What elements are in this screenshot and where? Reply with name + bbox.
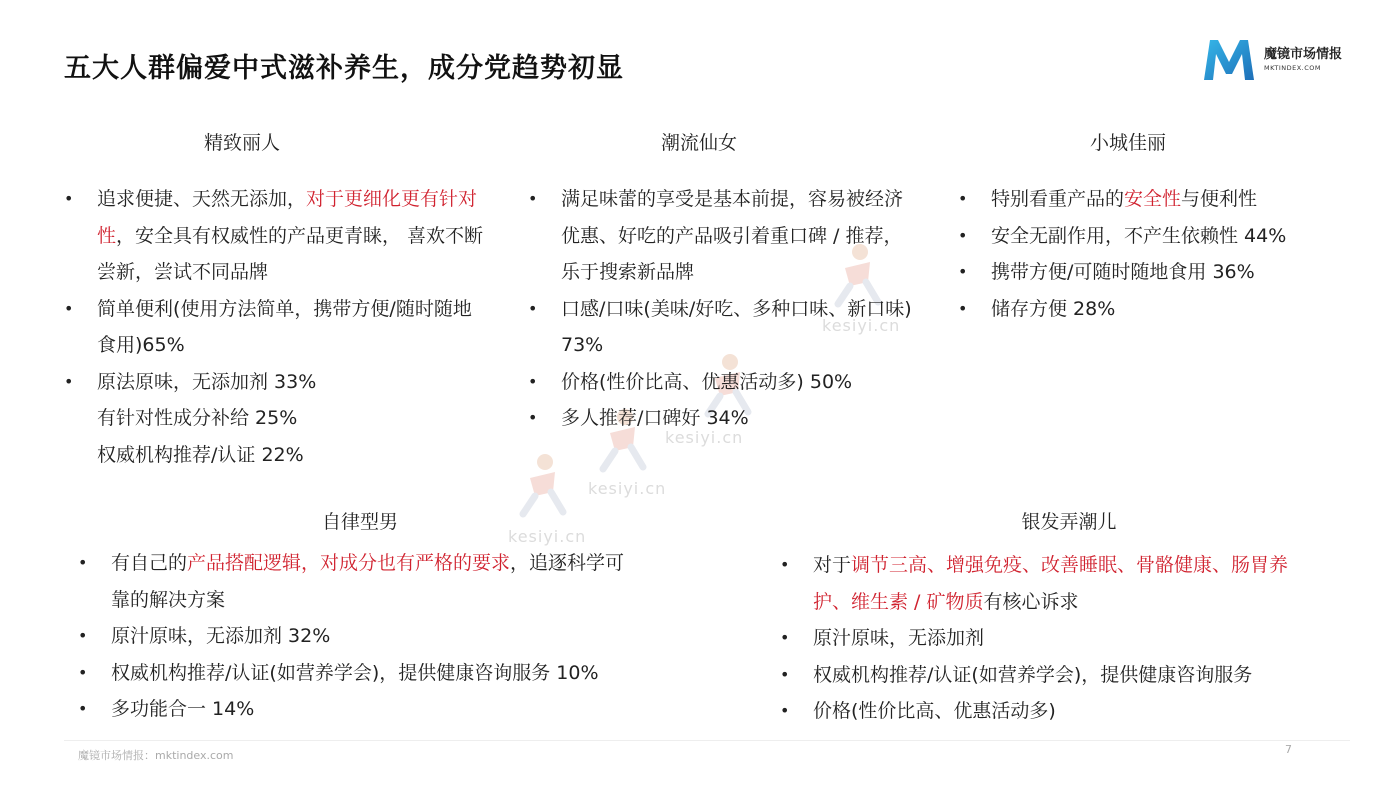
list-item: • 携带方便/可随时随地食用 36% xyxy=(958,254,1358,291)
list-subitem: 权威机构推荐/认证 22% xyxy=(97,443,304,466)
list-item: • 原汁原味，无添加剂 xyxy=(780,620,1310,657)
footer-divider xyxy=(64,740,1350,741)
logo-m-icon xyxy=(1200,36,1258,84)
list-item: • 满足味蕾的享受是基本前提，容易被经济优惠、好吃的产品吸引着重口碑 / 推荐，乐于搜索新品牌 xyxy=(528,181,913,291)
watermark-runner-icon xyxy=(505,450,575,520)
page-number: 7 xyxy=(1285,743,1292,756)
group-list-zilv-xingnan xyxy=(78,545,638,728)
group-heading-xiaocheng-jiali: 小城佳丽 xyxy=(1089,132,1167,154)
list-item: • 价格(性价比高、优惠活动多) 50% xyxy=(528,364,913,401)
list-item: • 追求便捷、天然无添加，对于更细化更有针对性，安全具有权威性的产品更青睐， 喜欢不断尝新，尝试不同品牌 xyxy=(64,181,484,291)
group-heading-jingzhi-liren: 精致丽人 xyxy=(203,132,281,154)
list-item: • 权威机构推荐/认证(如营养学会)，提供健康咨询服务 xyxy=(780,657,1310,694)
list-item: • 储存方便 28% xyxy=(958,291,1358,328)
watermark-text: kesiyi.cn xyxy=(822,316,901,335)
list-item: • 有自己的产品搭配逻辑，对成分也有严格的要求，追逐科学可靠的解决方案 xyxy=(78,545,638,618)
watermark-text: kesiyi.cn xyxy=(665,428,744,447)
list-item: • 原法原味，无添加剂 33% xyxy=(64,364,484,401)
logo-name: 魔镜市场情报 xyxy=(1264,47,1343,62)
list-item: • 特别看重产品的安全性与便利性 xyxy=(958,181,1358,218)
group-list-chaoliu-xiannv xyxy=(528,181,913,437)
list-subitem: 有针对性成分补给 25% xyxy=(97,407,298,429)
list-item: • 安全无副作用，不产生依赖性 44% xyxy=(958,218,1358,255)
list-item: • 权威机构推荐/认证(如营养学会)，提供健康咨询服务 10% xyxy=(78,655,638,692)
brand-logo xyxy=(1200,36,1370,84)
list-item: • 多人推荐/口碑好 34% xyxy=(528,400,913,437)
group-list-jingzhi-liren xyxy=(64,181,484,473)
watermark-text: kesiyi.cn xyxy=(508,527,587,546)
footer-source: 魔镜市场情报：mktindex.com xyxy=(78,749,234,762)
list-item: • 对于调节三高、增强免疫、改善睡眠、骨骼健康、肠胃养护、维生素 / 矿物质有核心诉求 xyxy=(780,547,1310,620)
highlight-text: 调节三高、增强免疫、改善睡眠、骨骼健康、肠胃养护、维生素 / 矿物质 xyxy=(813,554,1289,613)
list-item: • 简单便利(使用方法简单，携带方便/随时随地食用)65% xyxy=(64,291,484,364)
highlight-text: 安全性 xyxy=(1124,188,1182,210)
group-heading-yinfa-nongchaoer: 银发弄潮儿 xyxy=(1021,511,1117,533)
group-list-yinfa-nongchaoer xyxy=(780,547,1310,730)
highlight-text: 产品搭配逻辑，对成分也有严格的要求 xyxy=(187,552,511,574)
list-item: • 多功能合一 14% xyxy=(78,691,638,728)
watermark-text: kesiyi.cn xyxy=(588,479,667,498)
list-item: • 价格(性价比高、优惠活动多) xyxy=(780,693,1310,730)
group-heading-chaoliu-xiannv: 潮流仙女 xyxy=(660,132,738,154)
list-item: • 口感/口味(美味/好吃、多种口味、新口味) 73% xyxy=(528,291,913,364)
highlight-text: 对于更细化更有针对性 xyxy=(97,188,478,247)
page-title: 五大人群偏爱中式滋补养生，成分党趋势初显 xyxy=(64,53,624,84)
logo-subtitle: MKTINDEX.COM xyxy=(1264,64,1322,72)
group-heading-zilv-xingnan: 自律型男 xyxy=(321,511,399,533)
list-item: • 原汁原味，无添加剂 32% xyxy=(78,618,638,655)
group-list-xiaocheng-jiali xyxy=(958,181,1358,327)
